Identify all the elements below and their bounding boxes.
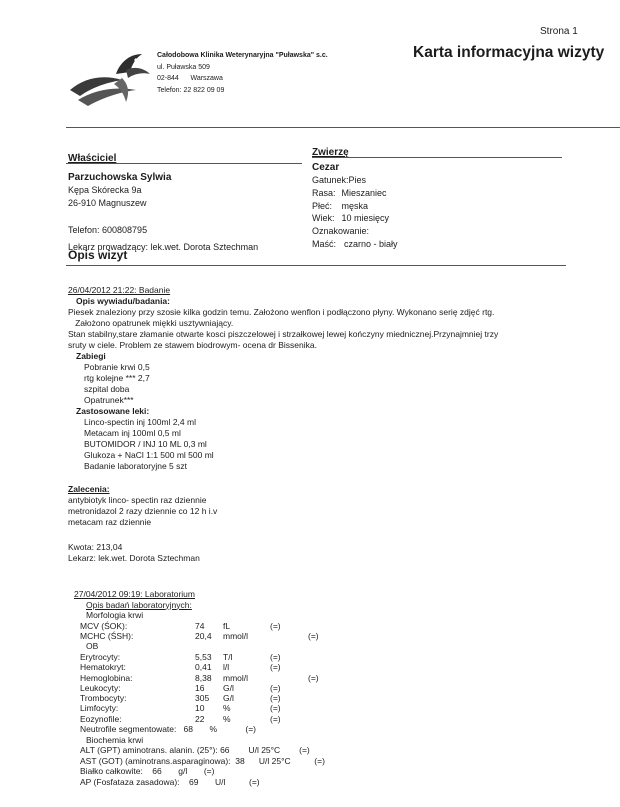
clinic-address — [157, 50, 328, 96]
lab-result-row-protein: Białko całkowite: 66 g/l (=) — [80, 766, 215, 777]
animal-underline — [312, 157, 562, 158]
ob-table — [74, 652, 319, 724]
document-title: Karta informacyjna wizyty — [413, 44, 605, 61]
medications-heading: Zastosowane leki: — [76, 406, 150, 416]
procedures-heading: Zabiegi — [76, 351, 106, 361]
visits-header: Opis wizyt — [68, 248, 128, 262]
visit-entry-1 — [68, 285, 498, 564]
clinic-logo — [64, 44, 156, 116]
visit-2-date: 27/04/2012 09:19: Laboratorium — [74, 589, 195, 599]
owner-address-line2: 26-910 Magnuszew — [68, 198, 147, 208]
lab-result-row: MCHC (ŚSH): 20,4 mmol/l (=) — [80, 631, 319, 642]
lab-result-row: Hematokryt: 0,41 l/l (=) — [80, 662, 281, 673]
lab-result-row: Erytrocyty: 5,53 T/l (=) — [80, 651, 281, 662]
page-number: Strona 1 — [540, 26, 578, 37]
owner-underline — [66, 163, 302, 164]
attending-doctor: Lekarz prowadzący: lek.wet. Dorota Sztechman — [68, 242, 259, 252]
animal-age-row: Wiek: 10 miesięcy — [312, 213, 390, 223]
medication-item: Glukoza + NaCl 1:1 500 ml 500 ml — [84, 450, 214, 460]
medication-item: Metacam inj 100ml 0,5 ml — [84, 428, 181, 438]
procedure-item: Opatrunek*** — [84, 395, 134, 405]
lab-result-row-neutrophils: Neutrofile segmentowate: 68 % (=) — [80, 724, 257, 735]
visit-1-description-heading: Opis wywiadu/badania: — [76, 296, 170, 306]
recommendation-item: antybiotyk linco- spectin raz dziennie — [68, 495, 207, 505]
procedure-item: Pobranie krwi 0,5 — [84, 362, 150, 372]
lab-result-row-ap: AP (Fosfataza zasadowa): 69 U/l (=) — [80, 777, 260, 788]
recommendations-heading: Zalecenia: — [68, 484, 110, 494]
animal-species: Gatunek:Pies — [312, 175, 367, 185]
owner-section — [68, 152, 258, 254]
lab-description-heading: Opis badań laboratoryjnych: — [86, 599, 192, 610]
visit-1-description-line: Założono opatrunek miękki usztywniający. — [68, 318, 234, 328]
biochemistry-heading: Biochemia krwi — [86, 734, 144, 745]
visit-1-doctor: Lekarz: lek.wet. Dorota Sztechman — [68, 553, 200, 563]
recommendation-item: metacam raz dziennie — [68, 517, 152, 527]
visits-divider — [66, 265, 566, 266]
medication-item: BUTOMIDOR / INJ 10 ML 0,3 ml — [84, 439, 207, 449]
ob-heading: OB — [86, 641, 99, 652]
visit-1-date: 26/04/2012 21:22: Badanie — [68, 285, 171, 295]
clinic-phone: Telefon: 22 822 09 09 — [157, 86, 225, 94]
animal-header: Zwierzę — [312, 147, 349, 158]
animal-name: Cezar — [312, 162, 340, 173]
morphology-heading: Morfologia krwi — [86, 610, 144, 621]
clinic-name: Całodobowa Klinika Weterynaryjna "Puławska" s.c. — [157, 52, 328, 59]
medication-item: Linco-spectin inj 100ml 2,4 ml — [84, 417, 196, 427]
lab-result-row: Eozynofile: 22 % (=) — [80, 713, 281, 724]
visit-1-amount: Kwota: 213,04 — [68, 542, 123, 552]
animal-details — [312, 187, 395, 225]
lab-result-row: Limfocyty: 10 % (=) — [80, 703, 281, 714]
owner-header: Właściciel — [68, 153, 117, 164]
lab-result-row: Trombocyty: 305 G/l (=) — [80, 693, 281, 704]
clinic-street: ul. Puławska 509 — [157, 63, 210, 71]
visit-1-description-line: sruty w ciele. Problem ze stawem biodrowym- ocena dr Bissenika. — [68, 340, 317, 350]
lab-result-row: Leukocyty: 16 G/l (=) — [80, 682, 281, 693]
owner-name: Parzuchowska Sylwia — [68, 172, 172, 183]
animal-color: Maść: czarno - biały — [312, 238, 398, 249]
recommendation-item: metronidazol 2 razy dziennie co 12 h i.v — [68, 506, 218, 516]
owner-phone: Telefon: 600808795 — [68, 225, 148, 235]
morphology-table — [74, 621, 319, 642]
procedure-item: rtg kolejne *** 2,7 — [84, 373, 150, 383]
owner-address-line1: Kępa Skórecka 9a — [68, 185, 142, 195]
lab-result-row: MCV (ŚOK): 74 fL (=) — [80, 620, 281, 631]
medication-item: Badanie laboratoryjne 5 szt — [84, 461, 188, 471]
procedure-item: szpital doba — [84, 384, 130, 394]
lab-result-row-ast: AST (GOT) (aminotrans.asparaginowa): 38 U/l 25°C (=) — [80, 755, 325, 766]
clinic-city: 02-844 Warszawa — [157, 75, 223, 82]
visit-1-description-line: Piesek znaleziony przy szosie kilka godzin temu. Założono wenflon i podłączono płyny. Wykonano serię zdjęć rtg. — [68, 307, 495, 317]
animal-sex-row: Płeć: męska — [312, 200, 369, 211]
animal-breed-row: Rasa: Mieszaniec — [312, 188, 387, 198]
header-divider — [66, 127, 620, 128]
animal-section — [312, 146, 404, 250]
lab-result-row: Hemoglobina: 8,38 mmol/l (=) — [80, 672, 319, 683]
lab-result-row-alt: ALT (GPT) aminotrans. alanin. (25°): 66 U/l 25°C (=) — [80, 745, 310, 756]
visit-1-description-line: Stan stabilny,stare złamanie otwarte kosci piszczelowej i strzałkowej lewej kończyny miednicznej.Przynajmniej trzy — [68, 329, 499, 339]
visit-entry-2 — [74, 589, 325, 788]
animal-marking: Oznakowanie: — [312, 225, 370, 236]
